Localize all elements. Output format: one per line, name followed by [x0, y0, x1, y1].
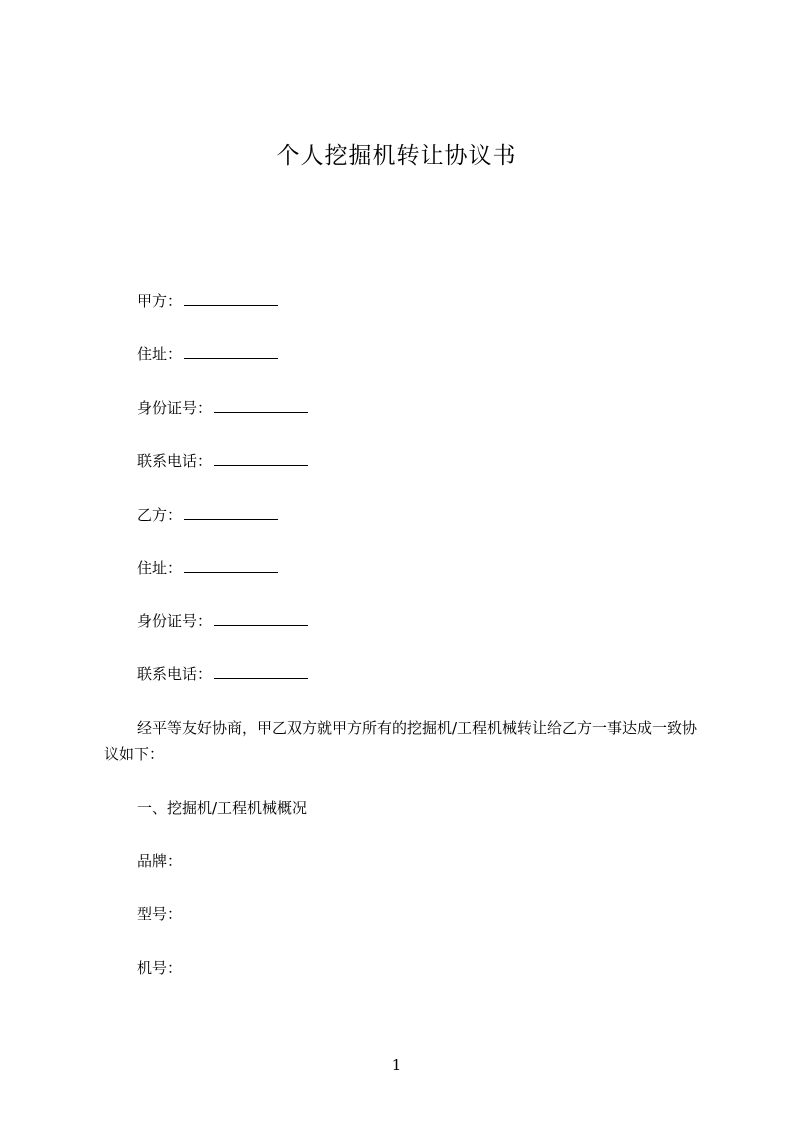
party-b-id-blank[interactable]: [214, 611, 308, 626]
party-b-address-label: 住址：: [137, 559, 183, 577]
party-b-phone-label: 联系电话：: [137, 665, 213, 683]
party-a-phone-blank[interactable]: [214, 451, 308, 466]
party-a-address-blank[interactable]: [184, 344, 278, 359]
page-number: 1: [391, 1056, 402, 1074]
party-a-id-field[interactable]: [137, 397, 308, 419]
party-b-id-field[interactable]: [137, 610, 308, 632]
party-a-id-label: 身份证号：: [137, 399, 213, 417]
party-b-id-label: 身份证号：: [137, 612, 213, 630]
party-a-name-label: 甲方：: [137, 292, 183, 310]
section-1-heading: 一、挖掘机/工程机械概况: [137, 799, 308, 817]
serial-label: 机号：: [137, 959, 183, 977]
party-a-phone-label: 联系电话：: [137, 452, 213, 470]
party-b-phone-blank[interactable]: [214, 664, 308, 679]
party-b-address-blank[interactable]: [184, 558, 278, 573]
party-b-name-label: 乙方：: [137, 506, 183, 524]
party-b-address-field[interactable]: [137, 557, 278, 579]
party-a-id-blank[interactable]: [214, 398, 308, 413]
party-a-name-field[interactable]: [137, 290, 278, 312]
party-a-phone-field[interactable]: [137, 450, 308, 472]
party-a-name-blank[interactable]: [184, 291, 278, 306]
intro-paragraph: 经平等友好协商，甲乙双方就甲方所有的挖掘机/工程机械转让给乙方一事达成一致协议如下：: [104, 719, 698, 763]
brand-label: 品牌：: [137, 852, 183, 870]
party-b-name-field[interactable]: [137, 504, 278, 526]
party-b-name-blank[interactable]: [184, 505, 278, 520]
party-a-address-label: 住址：: [137, 345, 183, 363]
party-a-address-field[interactable]: [137, 343, 278, 365]
page-title: 个人挖掘机转让协议书: [276, 143, 517, 169]
model-label: 型号：: [137, 905, 183, 923]
party-b-phone-field[interactable]: [137, 663, 308, 685]
